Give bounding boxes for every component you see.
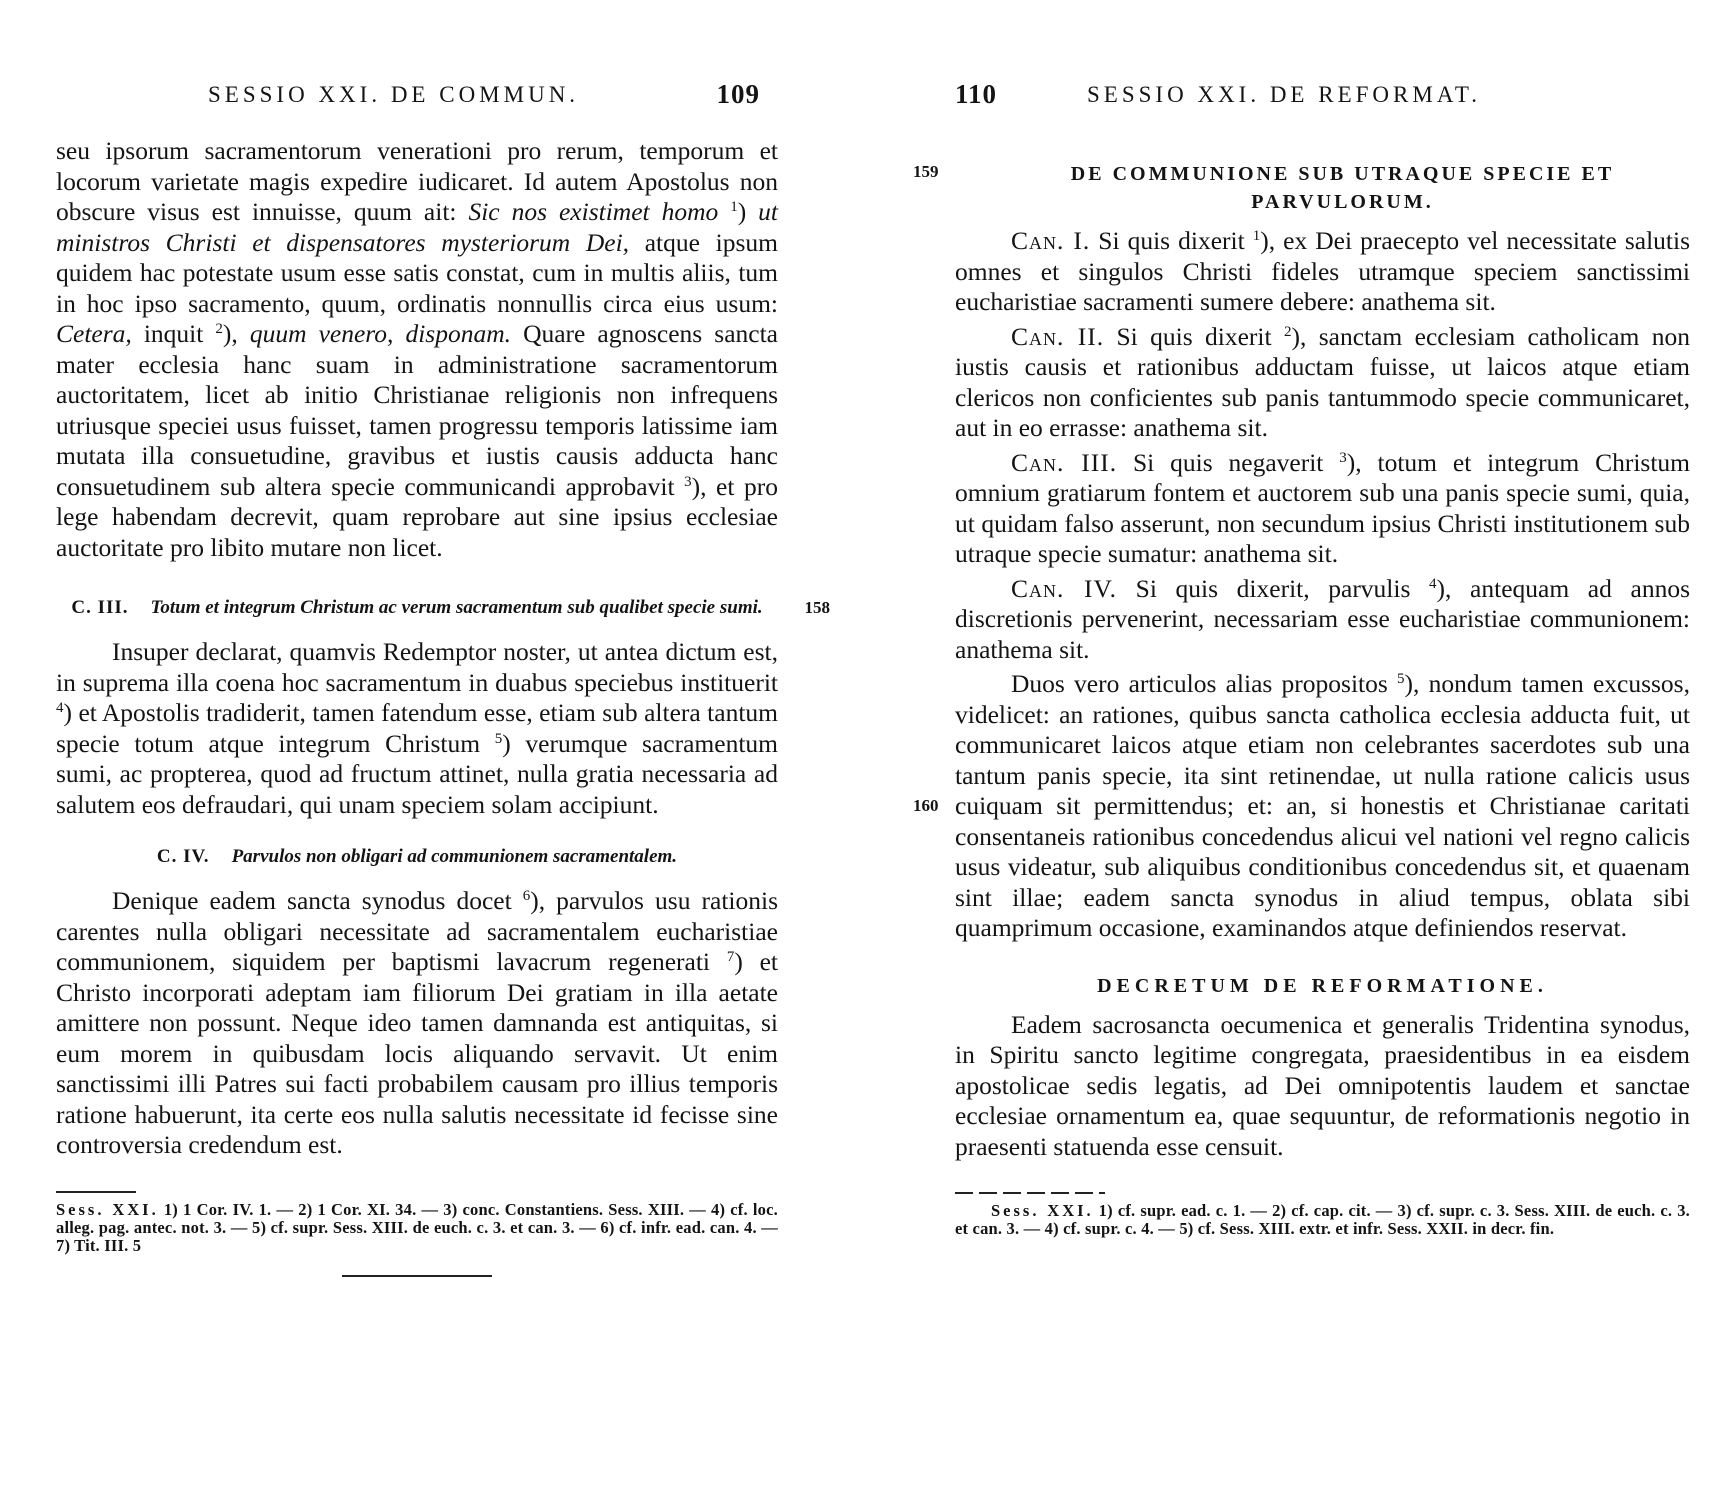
footnotes bbox=[56, 1201, 778, 1255]
text: , parvulos usu rationis carentes nulla obligari necessitate ad sacramentalem eucharistiae communionem, siquidem per baptismi lavacrum regenerati bbox=[56, 886, 778, 976]
canon-4: Can. IV. Si quis dixerit, parvulis $^4$), antequam ad annos discretionis pervenerint, necessariam esse eucharistiae communionem: anathema sit. bbox=[955, 573, 1690, 664]
footnote-ref: 4 bbox=[56, 700, 64, 716]
text: , antequam ad annos discretionis pervenerint, necessariam esse eucharistiae communionem: anathema sit. bbox=[955, 573, 1690, 664]
footnote-label: Sess. XXI. bbox=[56, 1199, 159, 1219]
chapter-label: C. IV. bbox=[156, 846, 210, 867]
footnote-ref: 3 bbox=[684, 473, 692, 490]
left-page-body bbox=[56, 136, 830, 1277]
footnote-text: 1) cf. supr. ead. c. 1. — 2) cf. cap. cit. — 3) cf. supr. c. 3. Sess. XIII. de euch. c. 3. et can. 3. — 4) cf. supr. c. 4. — 5) cf. Sess. XIII. extr. et infr. Sess. XXII. in decr. fin. bbox=[955, 1201, 1690, 1238]
canon-label: Can. IV. bbox=[1011, 573, 1118, 603]
margin-number: 160 bbox=[913, 796, 939, 815]
footnote-text: 1) 1 Cor. IV. 1. — 2) 1 Cor. XI. 34. — 3) conc. Constantiens. Sess. XIII. — 4) cf. loc. alleg. pag. antec. not. 3. — 5) cf. supr. Sess. XIII. de euch. c. 3. et can. 3. — 6) cf. infr. ead. can. 4. — 7) Tit. III. 5 bbox=[56, 1199, 778, 1255]
canon-3: Can. III. Si quis negaverit $^3$), totum et integrum Christum omnium gratiarum fontem et auctorem sub una panis specie sumi, quia, ut quidam falso asserunt, non secundum ipsius Christi institutionem sub utraque specie sumatur: anathema sit. bbox=[955, 447, 1691, 568]
chapter-title: Parvulos non obligari ad communionem sacramentalem. bbox=[231, 846, 678, 867]
text: et Christo incorporati adeptam iam filiorum Dei gratiam in illa aetate amittere non possunt. Neque ideo tamen damnanda est antiquitas, si eum morem in quibusdam locis aliquando servavit. Ut enim sanctissimi illi Patres sui facti probabilem causam pro illius temporis ratione habuerunt, ita certe eos nulla salutis necessitate id fecisse sine controversia credendum est. bbox=[56, 947, 779, 1159]
paragraph: Insuper declarat, quamvis Redemptor noster, ut antea dictum est, in suprema illa coena hoc sacramentum in duabus speciebus instituerit $^4$) et Apostolis tradiderit, tamen fatendum esse, etiam sub altera tantum specie totum atque integrum Christum $^5$) verumque sacramentum sumi, ac propterea, quod ad fructum attinet, nulla gratia necessaria ad salutem eos defraudari, qui unam speciem solam accipiunt. bbox=[56, 637, 779, 819]
text: , bbox=[231, 319, 250, 348]
footnote-ref: 5 bbox=[1397, 671, 1405, 687]
paragraph: 160 Duos vero articulos alias propositos $^5$), nondum tamen excussos, videlicet: an rationes, quibus sancta catholica ecclesia adducta fuit, ut communicaret laicos atque etiam non celebrantes sacerdotes sub una tantum panis specie, ita sint retinendae, ut nulla ratione calicis usus cuiquam sit permittendus; et: an, si honestis et Christianae caritati consentaneis rationibus concedendus alicui vel nationi vel regno calicis usus videatur, sub aliquibus conditionibus concedendus sit, et quaenam sint illae; eadem sancta synodus in aliud tempus, oblata sibi quamprimum occasione, examinandos atque definiendos reservat. bbox=[913, 669, 1690, 942]
footnote-ref: 6 bbox=[522, 888, 531, 904]
text: Duos vero articulos alias propositos bbox=[1011, 669, 1388, 698]
italic-text: ut ministros Christi et dispensatores mysteriorum Dei, bbox=[56, 197, 779, 257]
paragraph: seu ipsorum sacramentorum venerationi pro rerum, temporum et locorum varietate magis expedire iudicaret. Id autem Apostolus non obscure visus est innuisse, quum ait: Sic nos existimet homo $^1$) ut ministros Christi et dispensatores mysteriorum Dei, atque ipsum quidem hac potestate usum esse satis constat, cum in multis aliis, tum in hoc ipso sacramento, quum, ordinatis nonnullis circa eius usum: Cetera, inquit $^2$), quum venero, disponam. Quare agnoscens sancta mater ecclesia hanc suam in administratione sacramentorum auctoritatem, licet ab initio Christianae religionis non infrequens utriusque speciei usus fuisset, tamen progressu temporis latissime iam mutata illa consuetudine, gravibus et iustis causis adducta hanc consuetudinem sub altera specie communicandi approbavit $^3$), et pro lege habendam decrevit, quam reprobare aut sine ipsius ecclesiae auctoritate pro libito mutare non licet. bbox=[56, 136, 779, 562]
footnote-rule bbox=[56, 1191, 136, 1193]
footnote-ref: 5 bbox=[494, 730, 503, 747]
footnote-rule bbox=[955, 1192, 1105, 1194]
footnotes bbox=[955, 1202, 1690, 1238]
canon-label: Can. I. bbox=[1011, 226, 1091, 255]
margin-number: 158 bbox=[804, 598, 830, 617]
footnote-ref: 1 bbox=[1252, 228, 1261, 244]
footnote-label: Sess. XXI. bbox=[991, 1201, 1094, 1220]
text: inquit bbox=[131, 319, 204, 348]
decree-title: DECRETUM DE REFORMATIONE. bbox=[1097, 974, 1548, 997]
paragraph: Eadem sacrosancta oecumenica et generalis Tridentina synodus, in Spiritu sancto legitime congregata, praesidentibus in ea eisdem apostolicae sedis legatis, ad Dei omnipotentis laudem et sanctae ecclesiae ornamentum ea, quae sequuntur, de reformationis negotio in praesenti statuenda esse censuit. bbox=[955, 1009, 1690, 1161]
running-title: SESSIO XXI. DE COMMUN. bbox=[208, 82, 580, 107]
text: , ex Dei praecepto vel necessitate salutis omnes et singulos Christi fideles utramque speciem sanctissimi eucharistiae sacramenti sumere debere: anathema sit. bbox=[955, 226, 1691, 316]
canon-label: Can. III. bbox=[1011, 447, 1118, 477]
right-page-body bbox=[913, 160, 1691, 1238]
footnote-ref: 3 bbox=[1339, 449, 1347, 466]
margin-number: 159 bbox=[913, 162, 939, 181]
text: Si quis negaverit bbox=[1117, 447, 1324, 477]
text: , totum et integrum Christum omnium gratiarum fontem et auctorem sub una panis specie sumi, quia, ut quidam falso asserunt, non secundum ipsius Christi institutionem sub utraque specie sumatur: anathema sit. bbox=[955, 447, 1691, 568]
end-rule bbox=[342, 1275, 492, 1277]
chapter-title: Totum et integrum Christum ac verum sacramentum sub qualibet specie sumi. bbox=[150, 597, 763, 618]
canon-2: Can. II. Si quis dixerit $^2$), sanctam ecclesiam catholicam non iustis causis et rationibus adductam fuisse, ut laicos atque etiam clericos non conficientes sub panis tantummodo specie communicaret, aut in eo errasse: anathema sit. bbox=[955, 321, 1691, 442]
page-number: 109 bbox=[716, 79, 760, 109]
text: Si quis dixerit, parvulis bbox=[1117, 573, 1411, 603]
text: Si quis dixerit bbox=[1104, 321, 1272, 351]
text: , et pro lege habendam decrevit, quam reprobare aut sine ipsius ecclesiae auctoritate pro libito mutare non licet. bbox=[56, 471, 778, 562]
canon-label: Can. II. bbox=[1011, 321, 1105, 351]
text: , nondum tamen excussos, videlicet: an rationes, quibus sancta catholica ecclesia adducta fuit, ut communicaret laicos atque etiam non celebrantes sacerdotes sub una tantum panis specie, ita sint retinendae, ut nulla ratione calicis usus cuiquam sit permittendus; et: an, si honestis et Christianae caritati consentaneis rationibus concedendus alicui vel nationi vel regno calicis usus videatur, sub aliquibus conditionibus concedendus sit, et quaenam sint illae; eadem sancta synodus in aliud tempus, oblata sibi quamprimum occasione, examinandos atque definiendos reservat. bbox=[955, 669, 1690, 942]
text: verumque sacramentum sumi, ac propterea, quod ad fructum attinet, nulla gratia necessaria ad salutem eos defraudari, qui unam speciem solam accipiunt. bbox=[56, 728, 779, 819]
footnote-ref: 2 bbox=[1283, 323, 1292, 340]
running-title: SESSIO XXI. DE REFORMAT. bbox=[1087, 82, 1481, 107]
running-head bbox=[955, 79, 1690, 118]
footnote-ref: 2 bbox=[215, 321, 223, 337]
footnote-ref: 1 bbox=[730, 199, 738, 215]
section-title: DE COMMUNIONE SUB UTRAQUE SPECIE ET PARVULORUM. bbox=[1070, 163, 1615, 213]
section-heading-block bbox=[913, 160, 1690, 216]
page-number: 110 bbox=[955, 79, 998, 109]
text: Quare agnoscens sancta mater ecclesia hanc suam in administratione sacramentorum auctoritatem, licet ab initio Christianae religionis non infrequens utriusque speciei usus fuisset, tamen progressu temporis latissime iam mutata illa consuetudine, gravibus et iustis causis adducta hanc consuetudinem sub altera specie communicandi approbavit bbox=[56, 319, 779, 501]
italic-text: Sic nos existimet homo bbox=[468, 197, 719, 226]
text: Denique eadem sancta synodus docet bbox=[112, 886, 512, 915]
italic-text: Cetera, bbox=[56, 319, 132, 348]
text: et Apostolis tradiderit, tamen fatendum esse, etiam sub altera tantum specie totum atque integrum Christum bbox=[56, 698, 778, 758]
text: , sanctam ecclesiam catholicam non iustis causis et rationibus adductam fuisse, ut laicos atque etiam clericos non conficientes sub panis tantummodo specie communicaret, aut in eo errasse: anathema sit. bbox=[955, 321, 1691, 442]
canon-1: Can. I. Si quis dixerit $^1$), ex Dei praecepto vel necessitate salutis omnes et singulos Christi fideles utramque speciem sanctissimi eucharistiae sacramenti sumere debere: anathema sit. bbox=[955, 226, 1691, 316]
chapter-heading bbox=[56, 597, 830, 619]
chapter-label: C. III. bbox=[71, 597, 129, 618]
footnote-ref: 4 bbox=[1429, 575, 1437, 592]
italic-text: quum venero, disponam. bbox=[249, 319, 512, 348]
text: Si quis dixerit bbox=[1090, 226, 1245, 255]
footnote-ref: 7 bbox=[726, 949, 735, 965]
text: Insuper declarat, quamvis Redemptor noster, ut antea dictum est, in suprema illa coena hoc sacramentum in duabus speciebus instituerit bbox=[56, 637, 778, 697]
paragraph: Denique eadem sancta synodus docet $^6$), parvulos usu rationis carentes nulla obligari necessitate ad sacramentalem eucharistiae communionem, siquidem per baptismi lavacrum regenerati $^7$) et Christo incorporati adeptam iam filiorum Dei gratiam in illa aetate amittere non possunt. Neque ideo tamen damnanda est antiquitas, si eum morem in quibusdam locis aliquando servavit. Ut enim sanctissimi illi Patres sui facti probabilem causam pro illius temporis ratione habuerunt, ita certe eos nulla salutis necessitate id fecisse sine controversia credendum est. bbox=[56, 886, 779, 1159]
text: seu ipsorum sacramentorum venerationi pro rerum, temporum et locorum varietate magis expedire iudicaret. Id autem Apostolus non obscure visus est innuisse, quum ait: bbox=[56, 136, 778, 226]
chapter-heading bbox=[56, 846, 778, 868]
running-head bbox=[56, 79, 778, 118]
text: atque ipsum quidem hac potestate usum esse satis constat, cum in multis aliis, tum in hoc ipso sacramento, quum, ordinatis nonnullis circa eius usum: bbox=[56, 227, 778, 318]
